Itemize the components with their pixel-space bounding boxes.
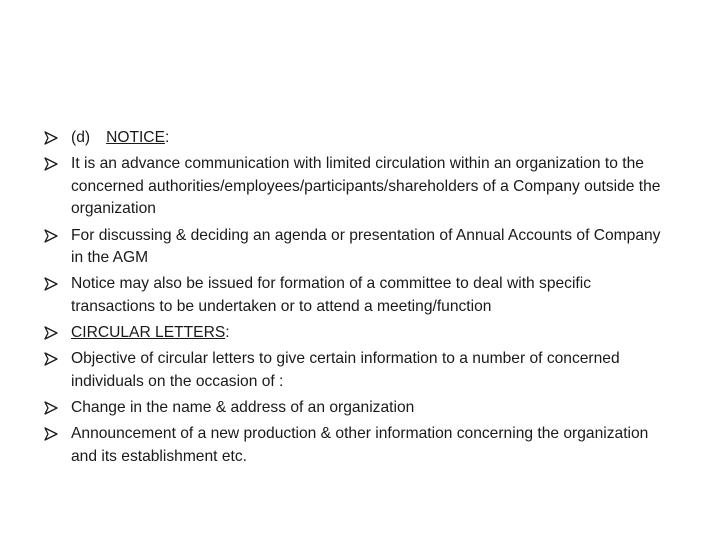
bullet-text: Announcement of a new production & other information concerning the organization and its establishment etc.	[71, 425, 649, 465]
arrow-bullet-icon	[44, 131, 58, 145]
bullet-text: It is an advance communication with limited circulation within an organization to the concerned authorities/employees/participants/shareholders of a Company outside the organization	[71, 155, 661, 218]
bullet-item	[44, 348, 674, 393]
bullet-item	[44, 225, 674, 270]
bullet-text: Objective of circular letters to give certain information to a number of concerned individuals on the occasion of :	[71, 350, 620, 390]
arrow-bullet-icon	[44, 427, 58, 441]
bullet-list	[44, 127, 674, 472]
arrow-bullet-icon	[44, 277, 58, 291]
arrow-bullet-icon	[44, 229, 58, 243]
bullet-item	[44, 153, 674, 221]
bullet-text: Change in the name & address of an organization	[71, 399, 415, 417]
arrow-bullet-icon	[44, 157, 58, 171]
arrow-bullet-icon	[44, 326, 58, 340]
notice-heading: NOTICE	[106, 129, 165, 146]
bullet-item	[44, 423, 674, 468]
bullet-item	[44, 273, 674, 318]
bullet-circular-heading	[44, 322, 674, 345]
bullet-text: Notice may also be issued for formation of a committee to deal with specific transactions to be undertaken or to attend a meeting/function	[71, 275, 592, 315]
bullet-item	[44, 397, 674, 420]
bullet-notice-heading	[44, 127, 674, 150]
item-prefix: (d)	[71, 129, 91, 146]
heading-colon: :	[164, 129, 170, 146]
bullet-text: For discussing & deciding an agenda or presentation of Annual Accounts of Company in the AGM	[71, 226, 661, 267]
arrow-bullet-icon	[44, 401, 58, 415]
heading-colon: :	[225, 324, 230, 342]
circular-letters-heading: CIRCULAR LETTERS	[71, 324, 226, 342]
arrow-bullet-icon	[44, 352, 58, 366]
